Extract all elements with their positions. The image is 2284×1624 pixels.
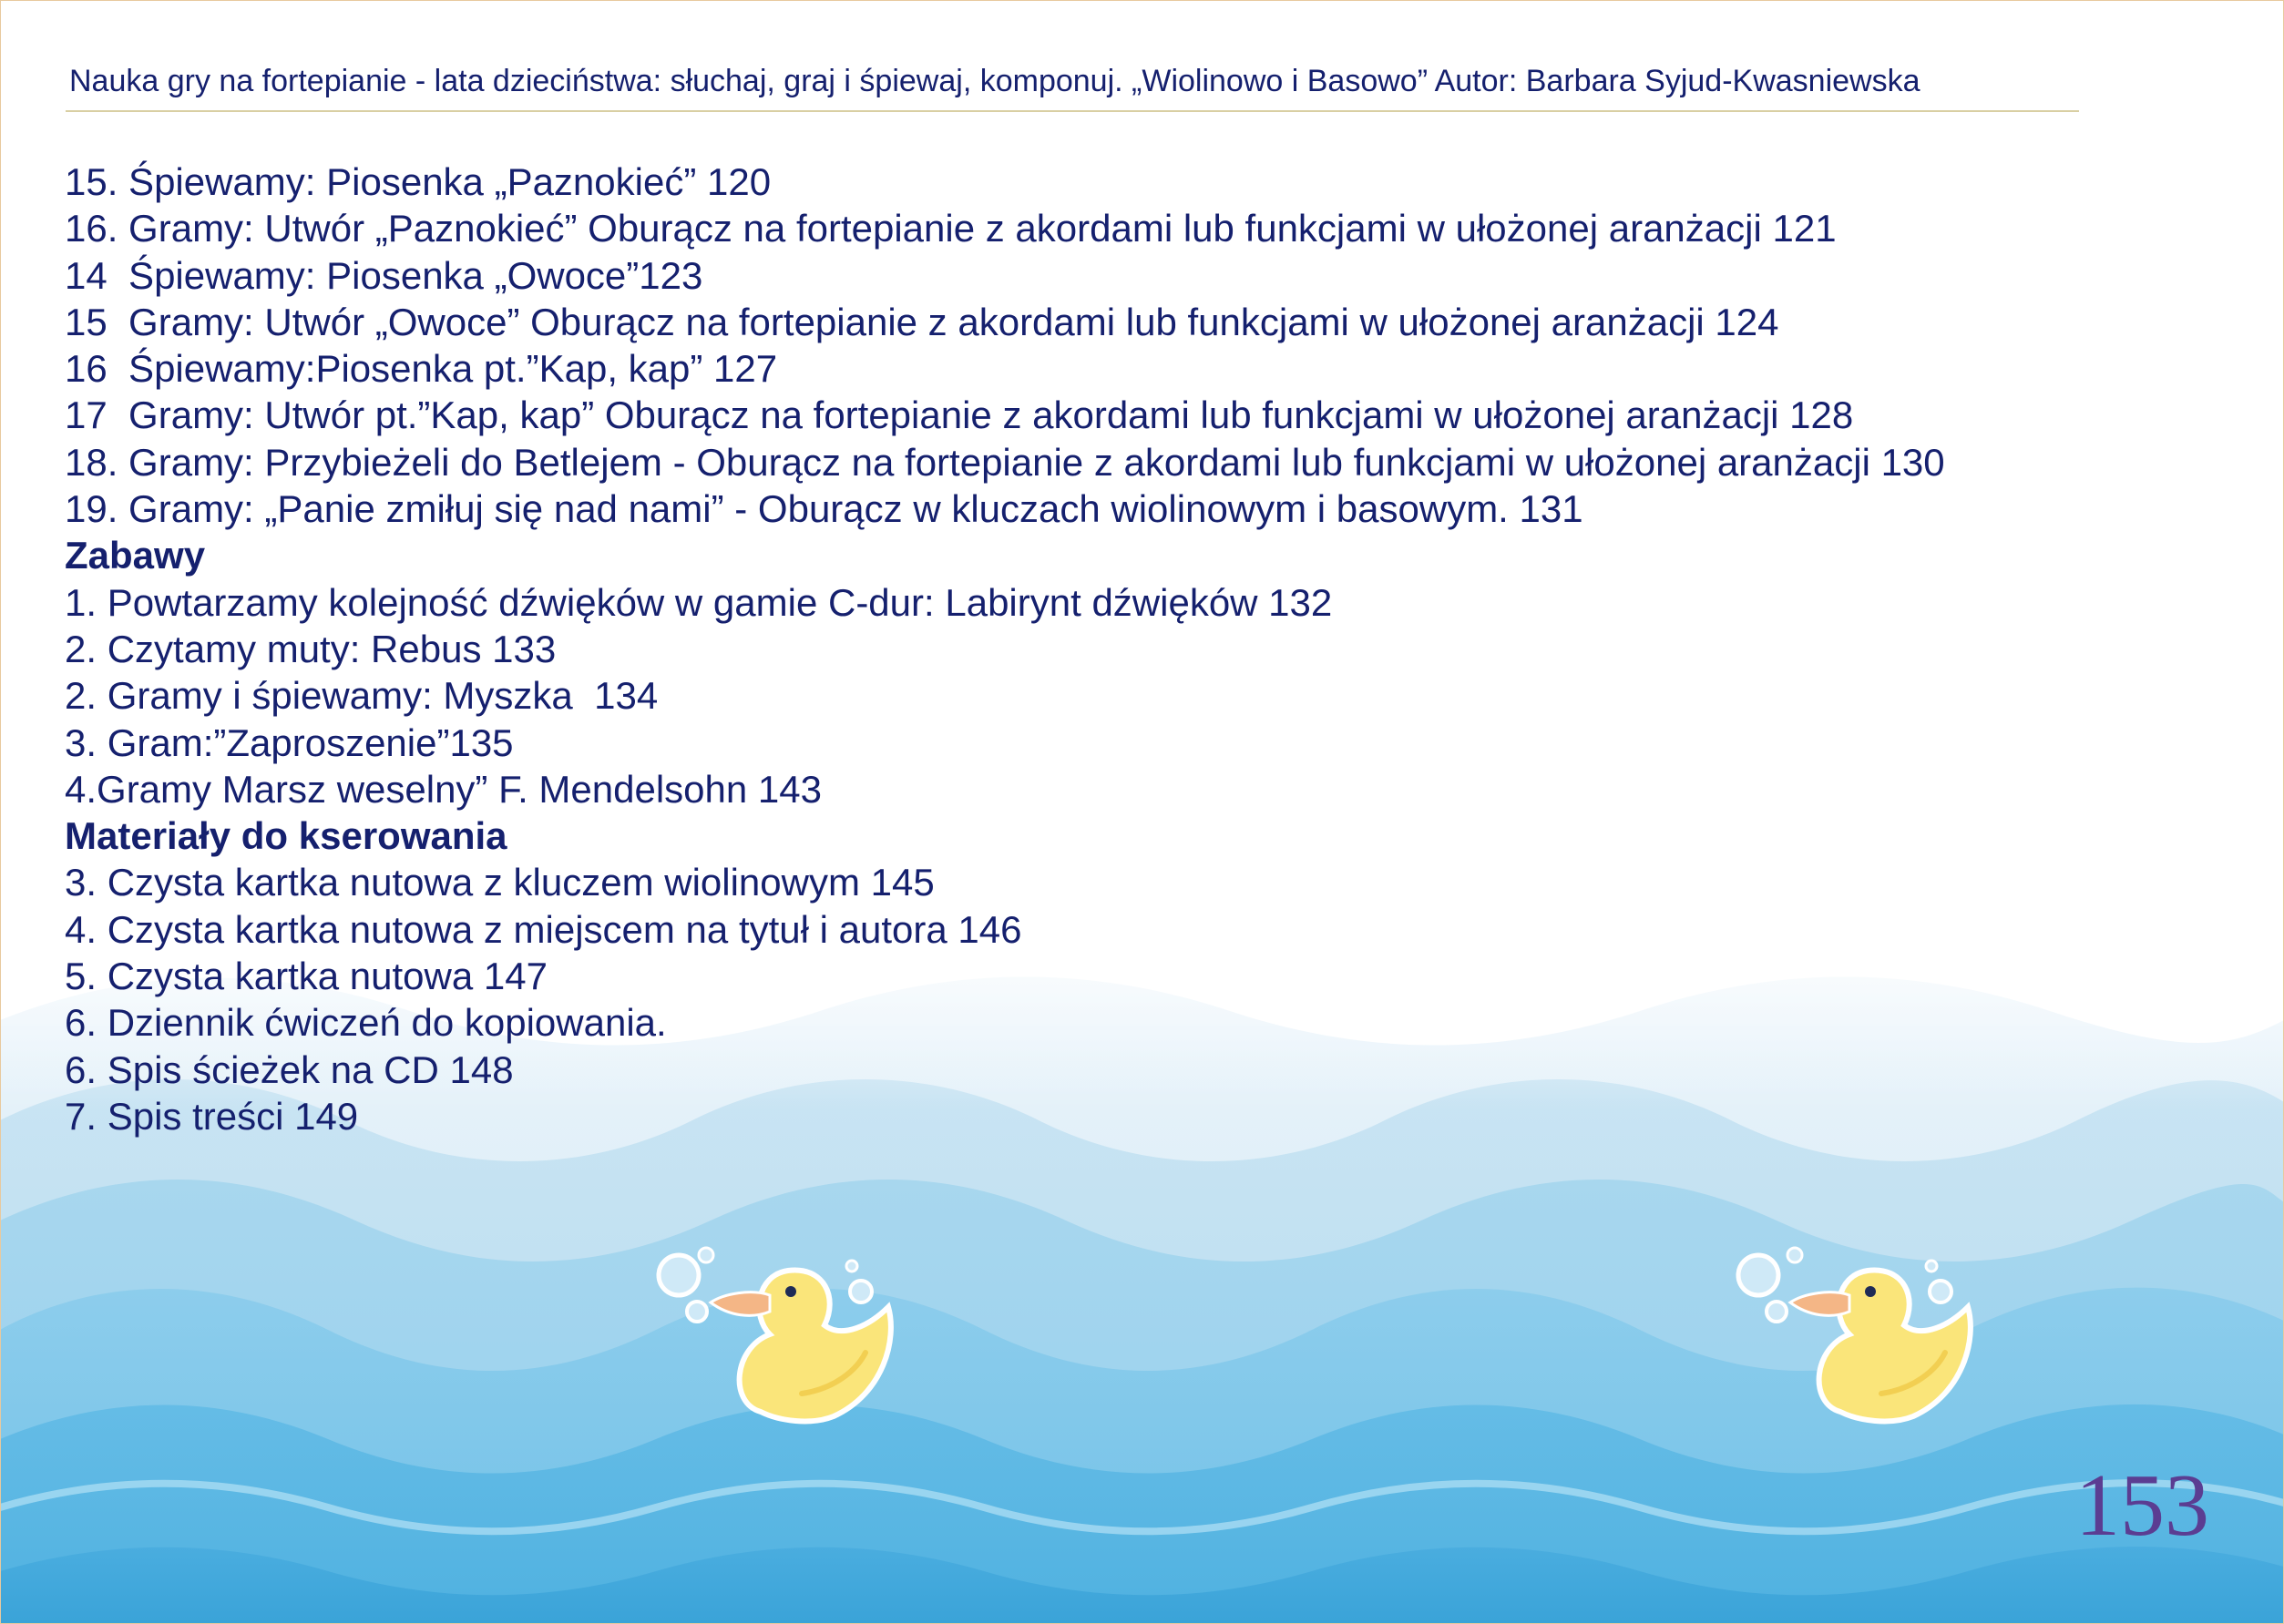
toc-entry: 7. Spis treści 149 xyxy=(65,1094,359,1138)
toc-entry: 16. Gramy: Utwór „Paznokieć” Oburącz na fortepianie z akordami lub funkcjami w ułożonej aranżacji 121 xyxy=(65,207,1837,250)
toc-entry: 4.Gramy Marsz weselny” F. Mendelsohn 143 xyxy=(65,767,822,811)
section-heading-materialy: Materiały do kserowania xyxy=(65,814,507,858)
toc-entry: 3. Czysta kartka nutowa z kluczem wiolinowym 145 xyxy=(65,861,935,904)
toc-entry: 1. Powtarzamy kolejność dźwięków w gamie C-dur: Labirynt dźwięków 132 xyxy=(65,580,1333,624)
toc-entry: 18. Gramy: Przybieżeli do Betlejem - Oburącz na fortepianie z akordami lub funkcjami w ułożonej aranżacji 130 xyxy=(65,440,1945,484)
header-divider xyxy=(66,110,2079,112)
toc-entry: 15. Śpiewamy: Piosenka „Paznokieć” 120 xyxy=(65,160,772,203)
toc-entry: 3. Gram:”Zaproszenie”135 xyxy=(65,720,514,764)
toc-entry: 5. Czysta kartka nutowa 147 xyxy=(65,955,548,998)
toc-entry: 19. Gramy: „Panie zmiłuj się nad nami” - Oburącz w kluczach wiolinowym i basowym. 131 xyxy=(65,487,1583,531)
toc-entry: 17 Gramy: Utwór pt.”Kap, kap” Oburącz na fortepianie z akordami lub funkcjami w ułożonej aranżacji 128 xyxy=(65,393,1854,437)
section-heading-zabawy: Zabawy xyxy=(65,534,206,577)
toc-entry: 2. Czytamy muty: Rebus 133 xyxy=(65,627,557,670)
toc-entry: 2. Gramy i śpiewamy: Myszka 134 xyxy=(65,674,659,718)
toc-entry: 4. Czysta kartka nutowa z miejscem na tytuł i autora 146 xyxy=(65,907,1022,951)
toc-entry: 15 Gramy: Utwór „Owoce” Oburącz na fortepianie z akordami lub funkcjami w ułożonej aranżacji 124 xyxy=(65,300,1779,343)
toc-entry: 14 Śpiewamy: Piosenka „Owoce”123 xyxy=(65,253,703,297)
running-header: Nauka gry na fortepianie - lata dzieciństwa: słuchaj, graj i śpiewaj, komponuj. „Wiolinowo i Basowo” Autor: Barbara Syjud-Kwasniewska xyxy=(69,64,1920,98)
toc-entry: 6. Spis ścieżek na CD 148 xyxy=(65,1047,514,1091)
toc-entry: 6. Dziennik ćwiczeń do kopiowania. xyxy=(65,1001,667,1045)
table-of-contents xyxy=(65,158,2233,1139)
page-number: 153 xyxy=(2075,1456,2209,1555)
toc-entry: 16 Śpiewamy:Piosenka pt.”Kap, kap” 127 xyxy=(65,347,778,391)
